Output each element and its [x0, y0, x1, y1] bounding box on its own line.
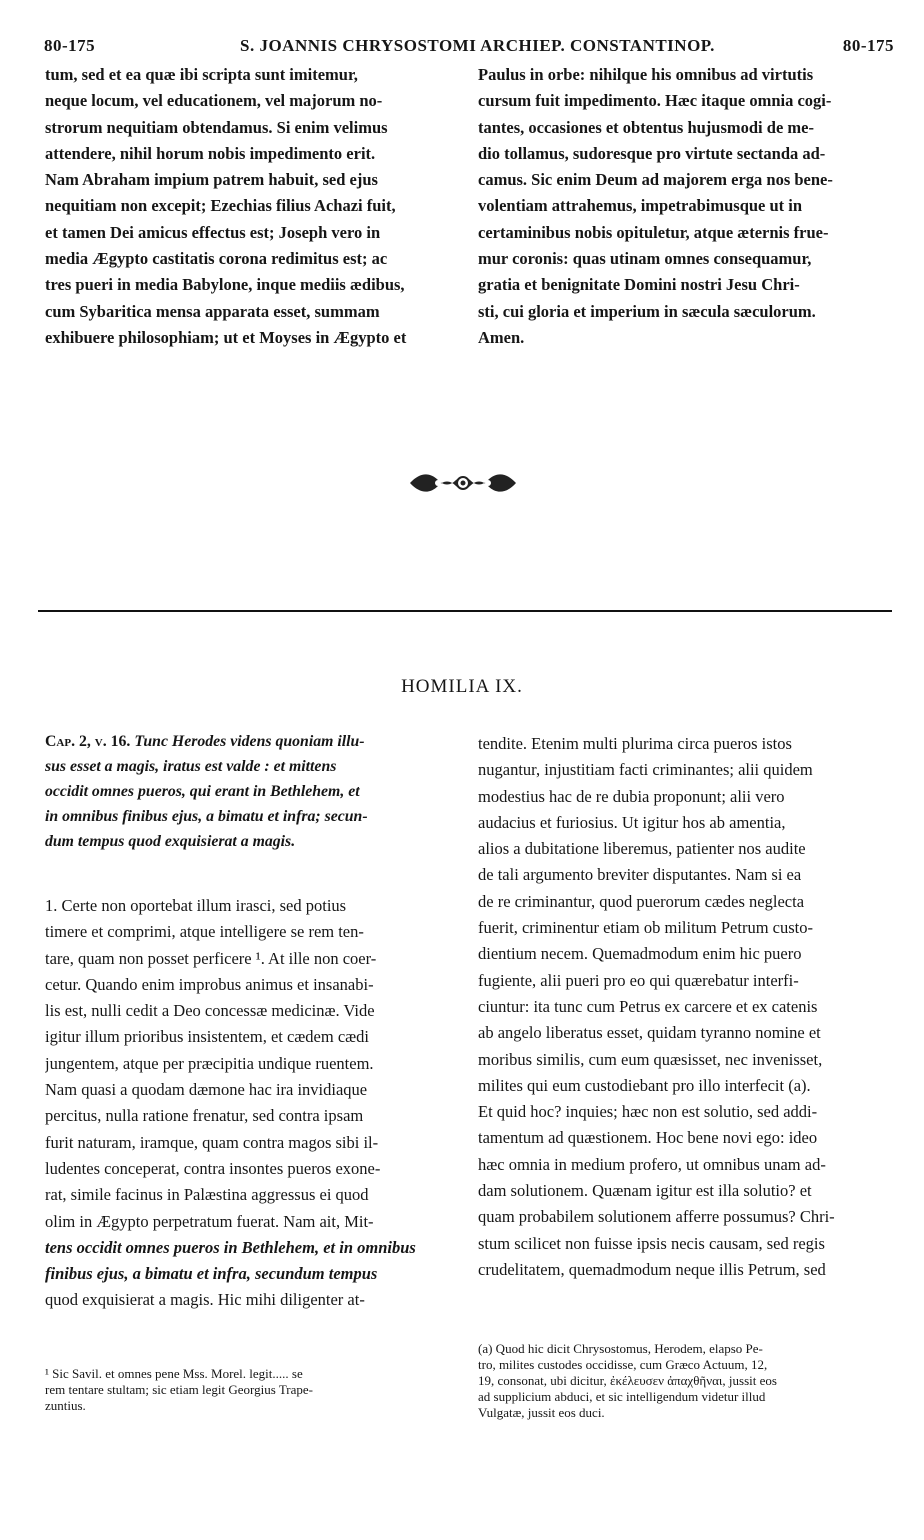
- text-line: et tamen Dei amicus effectus est; Joseph vero in: [45, 222, 381, 242]
- chapter-verse-ref: Cap. 2, v. 16.: [45, 733, 131, 750]
- text-line: cursum fuit impedimento. Hæc itaque omnia cogi-: [478, 91, 832, 111]
- text-line: stum scilicet non fuisse ipsis necis causam, sed regis: [478, 1233, 825, 1253]
- text-line: neque locum, vel educationem, vel majorum no-: [45, 91, 383, 111]
- top-right-column: [478, 62, 888, 351]
- text-line: dam solutionem. Quænam igitur est illa solutio? et: [478, 1181, 812, 1201]
- text-line: nequitiam non excepit; Ezechias filius Achazi fuit,: [45, 196, 396, 216]
- top-left-column: [45, 62, 455, 351]
- text-line: hæc omnia in medium profero, ut omnibus unam ad-: [478, 1154, 826, 1174]
- scroll-ornament-icon: [408, 468, 518, 498]
- footnote-line: (a) Quod hic dicit Chrysostomus, Herodem, elapso Pe-: [478, 1341, 763, 1356]
- text-line: Amen.: [478, 327, 525, 347]
- footnote-left: [45, 1366, 457, 1414]
- text-line: milites qui eum custodiebant pro illo interfecit (a).: [478, 1075, 811, 1095]
- text-line: dio tollamus, sudoresque pro virtute sectanda ad-: [478, 143, 826, 163]
- footnote-line: rem tentare stultam; sic etiam legit Georgius Trape-: [45, 1382, 314, 1397]
- text-line: finibus ejus, a bimatu et infra, secundum tempus: [45, 1264, 378, 1284]
- scripture-intro: [45, 729, 455, 854]
- text-line: dientium necem. Quemadmodum enim hic puero: [478, 944, 802, 964]
- text-line: quam probabilem solutionem afferre possumus? Chri-: [478, 1207, 835, 1227]
- text-line: ludentes conceperat, contra insontes pueros exone-: [45, 1158, 381, 1178]
- text-line: exhibuere philosophiam; ut et Moyses in Ægypto et: [45, 327, 407, 347]
- text-line: moribus similis, cum eum quæsisset, nec invenisset,: [478, 1049, 823, 1069]
- text-line: Nam Abraham impium patrem habuit, sed ejus: [45, 170, 378, 190]
- footnote-line: tro, milites custodes occidisse, cum Græco Actuum, 12,: [478, 1357, 768, 1372]
- text-line: modestius hac de re dubia proponunt; alii vero: [478, 786, 785, 806]
- text-line: tens occidit omnes pueros in Bethlehem, et in omnibus: [45, 1237, 416, 1257]
- text-line: media Ægypto castitatis corona redimitus est; ac: [45, 249, 388, 269]
- text-line: Paulus in orbe: nihilque his omnibus ad virtutis: [478, 65, 814, 84]
- text-line: attendere, nihil horum nobis impedimento erit.: [45, 143, 376, 163]
- body-left-column: [45, 893, 455, 1314]
- intro-line: sus esset a magis, iratus est valde : et mittens: [45, 758, 337, 775]
- homily-title: HOMILIA IX.: [401, 676, 523, 697]
- text-line: certaminibus nobis opituletur, atque æternis frue-: [478, 222, 829, 242]
- text-line: tare, quam non posset perficere ¹. At ille non coer-: [45, 948, 377, 968]
- text-line: fugiente, alii pueri pro eo qui quærebatur interfi-: [478, 970, 799, 990]
- text-line: mur coronis: quas utinam omnes consequamur,: [478, 249, 812, 269]
- text-line: gratia et benignitate Domini nostri Jesu Chri-: [478, 275, 800, 295]
- footnote-line: zuntius.: [45, 1398, 86, 1413]
- text-line: crudelitatem, quemadmodum neque illis Petrum, sed: [478, 1259, 826, 1279]
- text-line: percitus, nulla ratione frenatur, sed contra ipsam: [45, 1106, 364, 1126]
- text-line: sti, cui gloria et imperium in sæcula sæculorum.: [478, 301, 816, 321]
- text-line: ciuntur: ita tunc cum Petrus ex carcere et ex catenis: [478, 996, 818, 1016]
- text-line: cum Sybaritica mensa apparata esset, summam: [45, 301, 380, 321]
- text-line: jungentem, atque per præcipitia undique ruentem.: [45, 1053, 374, 1073]
- text-line: tamentum ad quæstionem. Hoc bene novi ego: ideo: [478, 1128, 818, 1148]
- footnote-right: [478, 1341, 890, 1421]
- text-line: quod exquisierat a magis. Hic mihi diligenter at-: [45, 1290, 365, 1310]
- text-line: furit naturam, iramque, quam contra magos sibi il-: [45, 1132, 379, 1152]
- text-line: alios a dubitatione liberemus, patienter nos audite: [478, 839, 806, 859]
- text-line: Nam quasi a quodam dæmone hac ira invidiaque: [45, 1080, 368, 1100]
- page-number-right: 80-175: [842, 36, 894, 55]
- text-line: lis est, nulli cedit a Deo concessæ medicinæ. Vide: [45, 1001, 375, 1021]
- text-line: cetur. Quando enim improbus animus et insanabi-: [45, 974, 374, 994]
- text-line: volentiam attrahemus, impetrabimusque ut in: [478, 196, 803, 216]
- text-line: igitur illum prioribus insistentem, et cædem cædi: [45, 1027, 370, 1047]
- text-line: strorum nequitiam obtendamus. Si enim velimus: [45, 117, 388, 137]
- text-line: fuerit, criminentur etiam ob militum Petrum custo-: [478, 918, 813, 938]
- running-title: S. JOANNIS CHRYSOSTOMI ARCHIEP. CONSTANTINOP.: [240, 36, 715, 55]
- footnote-line: 19, consonat, ubi dicitur, ἐκέλευσεν ἀπαχθῆναι, jussit eos: [478, 1373, 777, 1388]
- section-divider: [38, 610, 892, 612]
- text-line: ab angelo liberatus esset, quidam tyranno nomine et: [478, 1023, 821, 1043]
- text-line: nugantur, injustitiam facti criminantes; alii quidem: [478, 760, 813, 780]
- intro-text: Tunc Herodes videns quoniam illu-: [134, 733, 365, 750]
- text-line: de tali argumento breviter disputantes. Nam si ea: [478, 865, 802, 885]
- text-line: tendite. Etenim multi plurima circa pueros istos: [478, 734, 792, 753]
- text-line: tantes, occasiones et obtentus hujusmodi de me-: [478, 117, 814, 137]
- footnote-line: ad supplicium abduci, et sic intelligendum videtur illud: [478, 1389, 766, 1404]
- intro-line: dum tempus quod exquisierat a magis.: [45, 833, 296, 850]
- body-right-column: [478, 731, 888, 1283]
- text-line: camus. Sic enim Deum ad majorem erga nos bene-: [478, 170, 833, 190]
- text-line: timere et comprimi, atque intelligere se rem ten-: [45, 922, 364, 942]
- text-line: de re criminantur, quod puerorum cædes neglecta: [478, 891, 805, 911]
- text-line: Et quid hoc? inquies; hæc non est solutio, sed addi-: [478, 1102, 818, 1122]
- text-line: tum, sed et ea quæ ibi scripta sunt imitemur,: [45, 65, 358, 84]
- text-line: olim in Ægypto perpetratum fuerat. Nam ait, Mit-: [45, 1211, 374, 1231]
- footnote-line: ¹ Sic Savil. et omnes pene Mss. Morel. legit..... se: [45, 1366, 303, 1381]
- footnote-line: Vulgatæ, jussit eos duci.: [478, 1405, 605, 1420]
- page-number-left: 80-175: [44, 36, 96, 55]
- text-line: audacius et furiosius. Ut igitur hos ab amentia,: [478, 812, 786, 832]
- intro-line: [45, 729, 455, 754]
- text-line: tres pueri in media Babylone, inque mediis ædibus,: [45, 275, 405, 295]
- text-line: rat, simile facinus in Palæstina aggressus ei quod: [45, 1185, 369, 1205]
- text-line: 1. Certe non oportebat illum irasci, sed potius: [45, 896, 347, 915]
- intro-line: occidit omnes pueros, qui erant in Bethlehem, et: [45, 783, 360, 800]
- intro-line: in omnibus finibus ejus, a bimatu et infra; secun-: [45, 808, 368, 825]
